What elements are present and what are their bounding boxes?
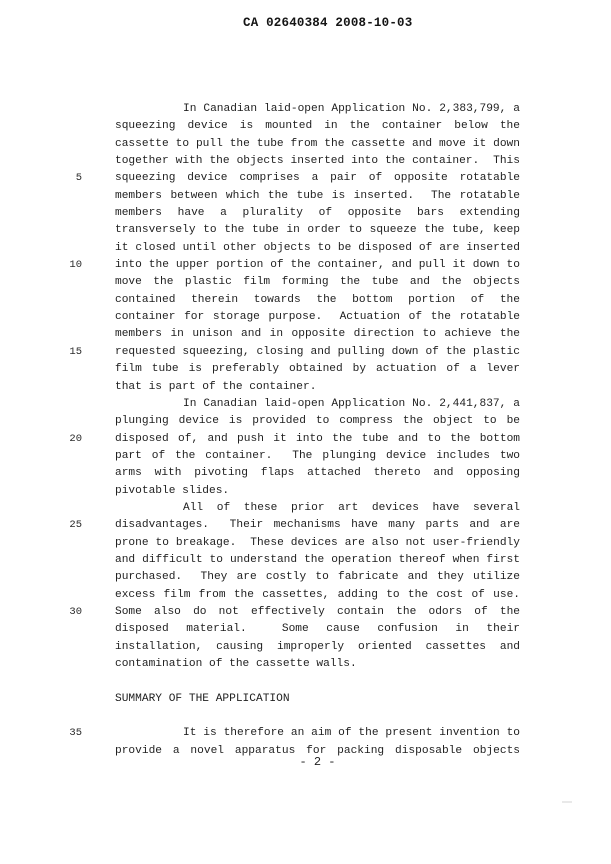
line-number: 10: [69, 259, 82, 272]
line-text: provide a novel apparatus for packing disposable objects: [115, 744, 520, 757]
text-line: [0, 257, 520, 274]
text-line: [0, 569, 520, 586]
text-line: [0, 118, 520, 135]
line-number: 5: [75, 172, 82, 185]
line-number: 20: [69, 432, 82, 445]
text-line: [0, 465, 520, 482]
text-line: [0, 396, 520, 413]
line-text: prone to breakage. These devices are also not user-friendly: [115, 536, 520, 549]
line-text: disposed of, and push it into the tube and to the bottom: [115, 432, 520, 445]
text-line: [0, 604, 520, 621]
line-text: disadvantages. Their mechanisms have many parts and are: [115, 519, 520, 532]
text-line: [0, 483, 520, 500]
line-text: into the upper portion of the container, and pull it down to: [115, 259, 520, 272]
text-line: [0, 222, 520, 239]
document-body: [0, 101, 520, 760]
line-text: part of the container. The plunging device includes two: [115, 449, 520, 462]
line-text: move the plastic film forming the tube and the objects: [115, 276, 520, 289]
text-line: [0, 535, 520, 552]
text-line: [0, 691, 520, 708]
line-text: In Canadian laid-open Application No. 2,441,837, a: [183, 397, 520, 410]
text-line: [0, 431, 520, 448]
line-text: arms with pivoting flaps attached thereto and opposing: [115, 467, 520, 480]
text-line: [0, 274, 520, 291]
text-line: [0, 136, 520, 153]
text-line: [0, 153, 520, 170]
text-line: [0, 344, 520, 361]
text-line: [0, 188, 520, 205]
text-line: [0, 309, 520, 326]
text-line: [0, 725, 520, 742]
line-number: 25: [69, 519, 82, 532]
line-text: and difficult to understand the operation thereof when first: [115, 553, 520, 566]
text-line: [0, 413, 520, 430]
text-line: [0, 379, 520, 396]
line-text: installation, causing improperly oriented cassettes and: [115, 640, 520, 653]
line-text: squeezing device is mounted in the container below the: [115, 120, 520, 133]
line-text: requested squeezing, closing and pulling down of the plastic: [115, 345, 520, 358]
text-line: [0, 205, 520, 222]
text-line: [0, 361, 520, 378]
line-text: In Canadian laid-open Application No. 2,383,799, a: [183, 103, 520, 115]
line-text: Some also do not effectively contain the odors of the: [115, 605, 520, 618]
line-number: 30: [69, 605, 82, 618]
line-text: members between which the tube is inserted. The rotatable: [115, 189, 520, 202]
page-header-stamp: CA 02640384 2008-10-03: [243, 16, 413, 30]
page-number: - 2 -: [299, 755, 336, 769]
line-number: 35: [69, 727, 82, 740]
line-text: it closed until other objects to be disposed of are inserted: [115, 241, 520, 254]
text-line: [0, 101, 520, 118]
line-text: contamination of the cassette walls.: [115, 658, 357, 670]
line-text: together with the objects inserted into the container. This: [115, 155, 520, 168]
text-line: [0, 621, 520, 638]
scan-artifact: [562, 801, 572, 803]
line-number: 15: [69, 345, 82, 358]
line-text: members in unison and in opposite direction to achieve the: [115, 328, 520, 341]
text-line: [0, 552, 520, 569]
line-text: purchased. They are costly to fabricate and they utilize: [115, 571, 520, 584]
text-line: [0, 240, 520, 257]
line-text: squeezing device comprises a pair of opposite rotatable: [115, 172, 520, 185]
line-text: cassette to pull the tube from the cassette and move it down: [115, 137, 520, 150]
line-text: excess film from the cassettes, adding to the cost of use.: [115, 588, 520, 601]
line-text: container for storage purpose. Actuation of the rotatable: [115, 311, 520, 324]
line-text: film tube is preferably obtained by actuation of a lever: [115, 363, 520, 376]
text-line: [0, 500, 520, 517]
text-line: [0, 292, 520, 309]
line-text: contained therein towards the bottom portion of the: [115, 293, 520, 306]
line-text: pivotable slides.: [115, 484, 230, 497]
text-line: [0, 639, 520, 656]
text-line: [0, 656, 520, 673]
text-line: [0, 587, 520, 604]
line-text: transversely to the tube in order to squeeze the tube, keep: [115, 224, 520, 237]
text-line: [0, 708, 520, 725]
line-text: members have a plurality of opposite bars extending: [115, 207, 520, 220]
line-text: It is therefore an aim of the present invention to: [183, 727, 520, 740]
line-text: SUMMARY OF THE APPLICATION: [115, 692, 290, 705]
line-text: plunging device is provided to compress the object to be: [115, 415, 520, 428]
text-line: [0, 170, 520, 187]
text-line: [0, 326, 520, 343]
line-text: All of these prior art devices have several: [183, 501, 520, 514]
line-text: that is part of the container.: [115, 380, 317, 393]
text-line: [0, 517, 520, 534]
text-line: [0, 673, 520, 690]
line-text: disposed material. Some cause confusion in their: [115, 623, 520, 636]
text-line: [0, 448, 520, 465]
